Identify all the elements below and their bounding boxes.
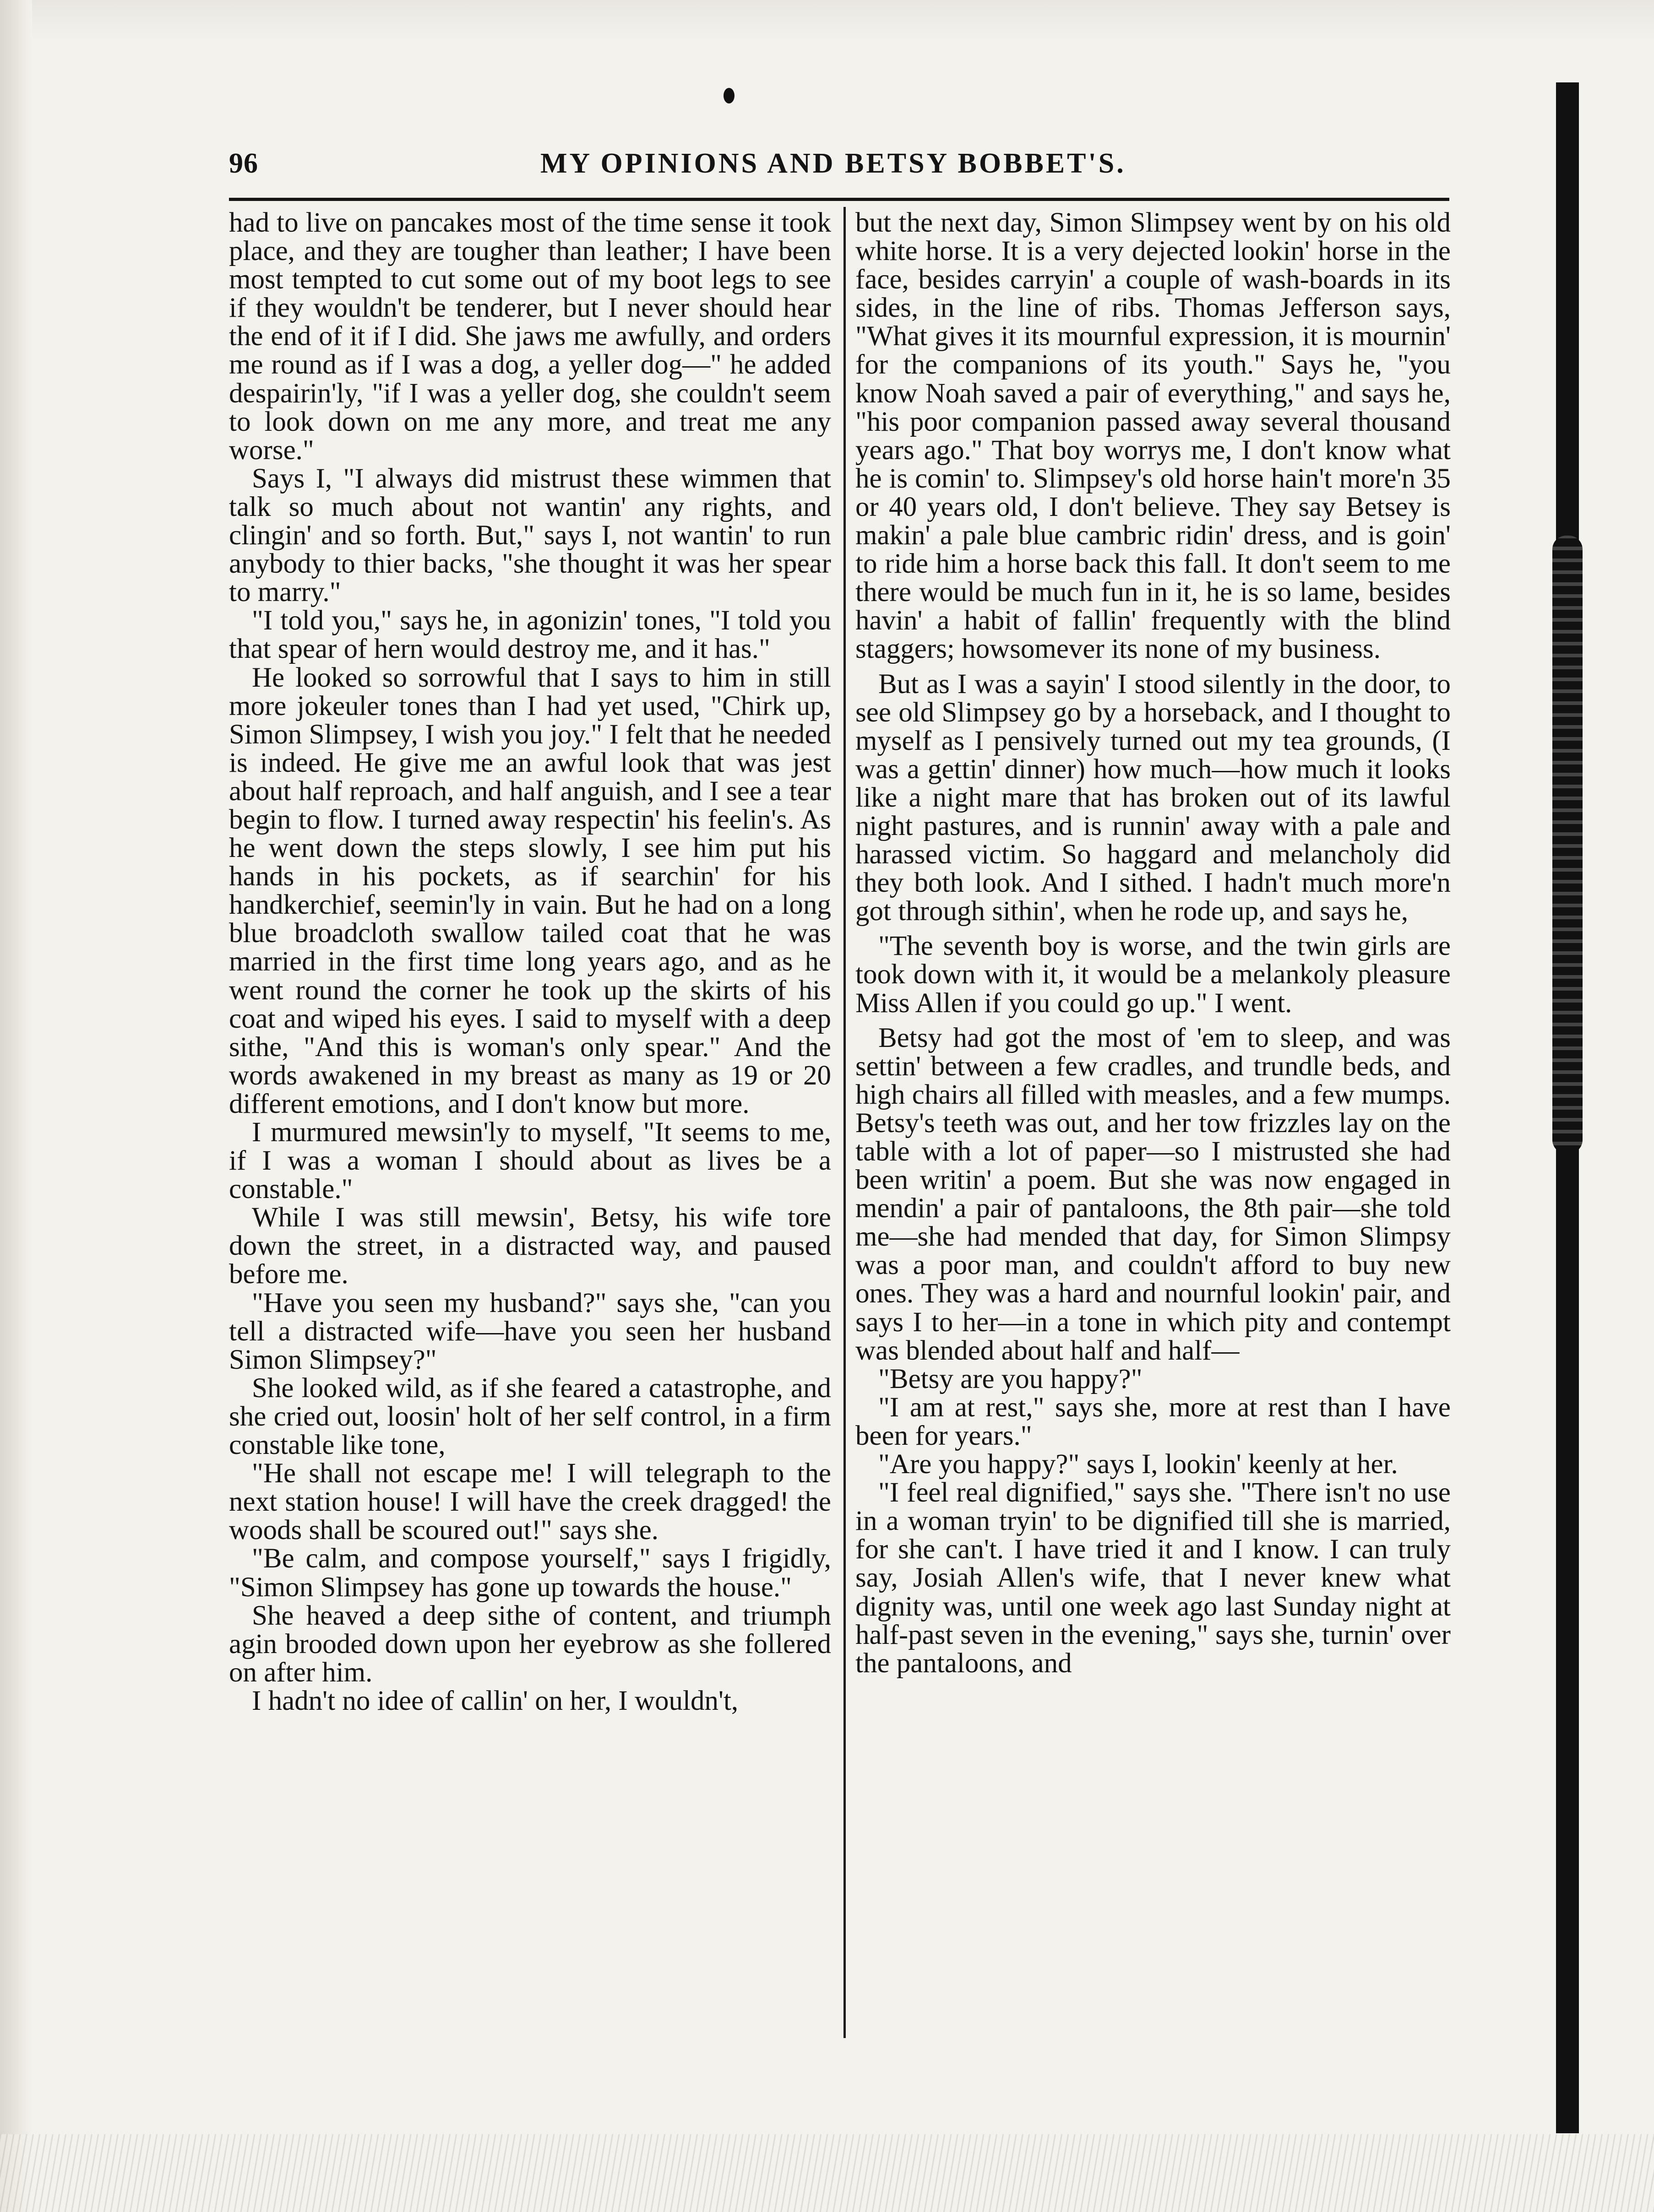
paragraph: Says I, "I always did mistrust these wimmen that talk so much about not wantin' any rights, and clingin' and so forth. But," says I, not wantin' to run anybody to thier backs, "she thought it was her spear to marry." [229,463,831,608]
paragraph: "Are you happy?" says I, lookin' keenly at her. [878,1449,1398,1480]
paragraph: "I told you," says he, in agonizin' tones, "I told you that spear of hern would destroy me, and it has." [229,605,831,665]
paragraph: I murmured mewsin'ly to myself, "It seems to me, if I was a woman I should about as lives be a constable." [229,1117,831,1205]
paragraph: She heaved a deep sithe of content, and triumph agin brooded down upon her eyebrow as she follered on after him. [229,1600,831,1688]
paragraph: "He shall not escape me! I will telegraph to the next station house! I will have the creek dragged! the woods shall be scoured out!" says she. [229,1458,831,1546]
scan-edge-left [0,0,32,2212]
scan-noise-bottom [0,2134,1654,2212]
header-rule [229,198,1449,201]
paragraph: While I was still mewsin', Betsy, his wife tore down the street, in a distracted way, and paused before me. [229,1202,831,1290]
paragraph: He looked so sorrowful that I says to him in still more jokeuler tones than I had yet used, "Chirk up, Simon Slimpsey, I wish you joy." I felt that he needed is indeed. He give me an awful look that was jest about half reproach, and half anguish, and I see a tear begin to flow. I turned away respectin' his feelin's. As he went down the steps slowly, I see him put his hands in his pockets, as if searchin' for his handkerchief, seemin'ly in vain. But he had on a long blue broadcloth swallow tailed coat that he was married in the first time long years ago, and as he went round the corner he took up the skirts of his coat and wiped his eyes. I said to myself with a deep sithe, "And this is woman's only spear." And the words awakened in my breast as many as 19 or 20 different emotions, and I don't know but more. [229,662,831,1119]
paragraph: "Have you seen my husband?" says she, "can you tell a distracted wife—have you seen her husband Simon Slimpsey?" [229,1287,831,1375]
running-title: MY OPINIONS AND BETSY BOBBET'S. [540,148,1126,179]
paragraph: "The seventh boy is worse, and the twin girls are took down with it, it would be a melankoly pleasure Miss Allen if you could go up." I went. [855,931,1451,1019]
paragraph: "Betsy are you happy?" [878,1363,1143,1394]
paragraph: "I feel real dignified," says she. "There isn't no use in a woman tryin' to be dignified till she is married, for she can't. I have tried it and I know. I can truly say, Josiah Allen's wife, that I never knew what dignity was, until one week ago last Sunday night at half-past seven in the evening," says she, turnin' over the pantaloons, and [855,1477,1451,1679]
paragraph: "Be calm, and compose yourself," says I frigidly, "Simon Slimpsey has gone up towards the house." [229,1543,831,1603]
paragraph: She looked wild, as if she feared a catastrophe, and she cried out, loosin' holt of her self control, in a firm constable like tone, [229,1372,831,1461]
right-column [855,209,1451,1678]
left-column [229,209,831,1715]
column-divider [843,207,846,2038]
paragraph: "I am at rest," says she, more at rest than I have been for years." [855,1392,1451,1451]
paragraph: But as I was a sayin' I stood silently in the door, to see old Slimpsey go by a horseback, and I thought to myself as I pensively turned out my tea grounds, (I was a gettin' dinner) how much—how much it looks like a night mare that has broken out of its lawful night pastures, and is runnin' away with a pale and harassed victim. So haggard and melancholy did they both look. And I sithed. I hadn't much more'n got through sithin', when he rode up, and says he, [855,668,1451,927]
binding-thread [1552,536,1583,1154]
page-number: 96 [229,148,258,179]
scan-edge-top [0,0,1654,41]
paragraph: Betsy had got the most of 'em to sleep, and was settin' between a few cradles, and trundle beds, and high chairs all filled with measles, and a few mumps. Betsy's teeth was out, and her tow frizzles lay on the table with a lot of paper—so I mistrusted she had been writin' a poem. But she was now engaged in mendin' a pair of pantaloons, the 8th pair—she told me—she had mended that day, for Simon Slimpsy was a poor man, and couldn't afford to buy new ones. They was a hard and nournful lookin' pair, and says I to her—in a tone in which pity and contempt was blended about half and half— [855,1022,1451,1366]
paragraph: but the next day, Simon Slimpsey went by on his old white horse. It is a very dejected lookin' horse in the face, besides carryin' a couple of wash-boards in its sides, in the line of ribs. Thomas Jefferson says, "What gives it its mournful expression, it is mournin' for the companions of its youth." Says he, "you know Noah saved a pair of everything," and says he, "his poor companion passed away several thousand years ago." That boy worrys me, I don't know what he is comin' to. Slimpsey's old horse hain't more'n 35 or 40 years old, I don't believe. They say Betsey is makin' a pale blue cambric ridin' dress, and is goin' to ride him a horse back this fall. It don't seem to me there would be much fun in it, he is so lame, besides havin' a habit of fallin' frequently with the blind staggers; howsomever its none of my business. [855,207,1451,665]
paragraph: had to live on pancakes most of the time sense it took place, and they are tougher than leather; I have been most tempted to cut some out of my boot legs to see if they wouldn't be tenderer, but I never should hear the end of it if I did. She jaws me awfully, and orders me round as if I was a dog, a yeller dog—" he added despairin'ly, "if I was a yeller dog, she couldn't seem to look down on me any more, and treat me any worse." [229,207,831,466]
paragraph: I hadn't no idee of callin' on her, I wouldn't, [252,1685,739,1716]
ink-mark [724,88,735,103]
